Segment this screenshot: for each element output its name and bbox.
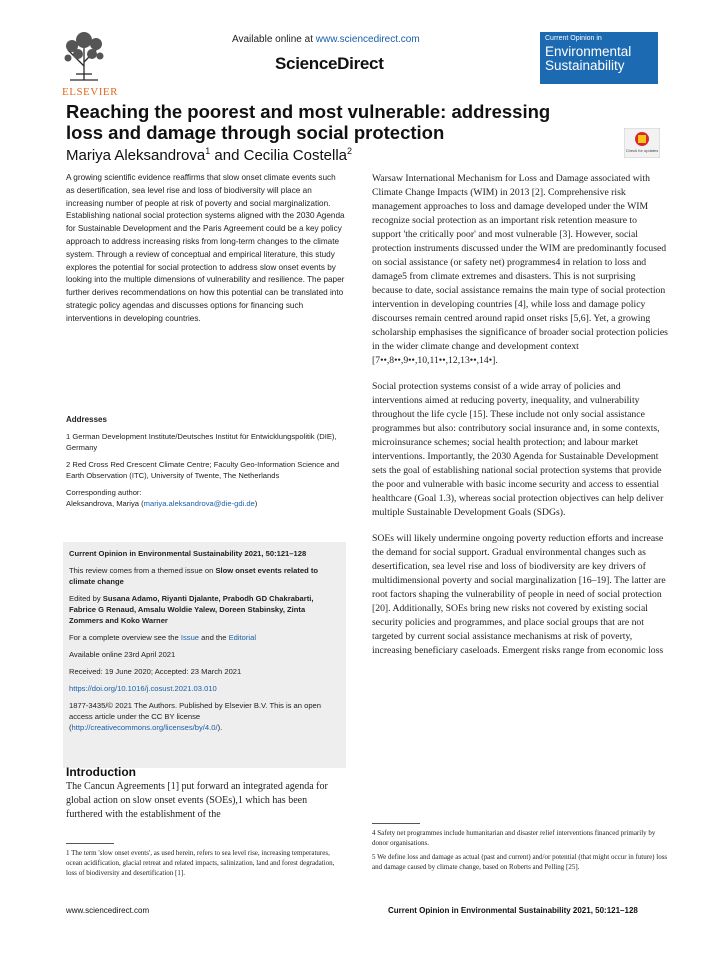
elsevier-tree-logo xyxy=(62,30,106,84)
address-2: 2 Red Cross Red Crescent Climate Centre; Faculty Geo-Information Science and Earth Observation (ITC), University of Twente, The Netherlands xyxy=(66,460,340,480)
paragraph-2: Social protection systems consist of a wide array of policies and interventions aimed at reducing poverty, inequality, and vulnerability throughout the life cycle [15]. These include not only social assistance programmes but also: contributory social insurance and, in some contexts, microinsurance schemes; social health protection; and labour market interventions. Importantly, the 2030 Agenda for Sustainable Development sets the goal of establishing national social protection systems that provide the poor and vulnerable with basic income security and access to essential healthcare (Goal 1.3), whereas social protection objectives can help deliver multiple Sustainable Development Goals (SDGs). xyxy=(372,381,664,518)
available-online: Available online at www.sciencedirect.com xyxy=(232,34,420,45)
overview: For a complete overview see the Issue and the Editorial xyxy=(69,633,257,642)
available-date: Available online 23rd April 2021 xyxy=(69,650,176,659)
svg-text:Check for updates: Check for updates xyxy=(625,148,659,153)
footnote-5: 5 We define loss and damage as actual (past and current) and/or potential (that might occur in future) loss and damage caused by climate change, based on Roberts and Pelling [25]. xyxy=(372,853,668,871)
sciencedirect-wordmark: ScienceDirect xyxy=(275,54,384,73)
author-2: Cecilia Costella xyxy=(243,147,347,164)
sciencedirect-url[interactable]: www.sciencedirect.com xyxy=(315,34,420,45)
paragraph-3: SOEs will likely undermine ongoing poverty reduction efforts and increase the demand for social support. Gradual environmental changes such as desertification, sea level rise and loss of biodiversity are key drivers of multidimensional poverty and social marginalization [16–19]. The latter are root factors shaping the vulnerability of people in need of social protection [20]. Additionally, SOEs bring new risks not covered by existing social security policies and programmes, and place social groups that are not targeted by current social assistance mechanisms at risk of poverty, increasing beneficiary caseloads. Emergent risks range from economic loss xyxy=(372,533,666,656)
author-line: Mariya Aleksandrova$^1$ and Cecilia Costella$^2$ xyxy=(66,146,353,164)
footer-url[interactable]: www.sciencedirect.com xyxy=(66,906,150,915)
citation: Current Opinion in Environmental Sustainability 2021, 50:121–128 xyxy=(69,549,307,558)
introduction-text: The Cancun Agreements [1] put forward an integrated agenda for global action on slow onset events (SOEs),1 which has been furthered with the establishment of the xyxy=(66,781,328,821)
footnote-4: 4 Safety net programmes include humanitarian and disaster relief interventions financed primarily by donor organisations. xyxy=(372,829,656,847)
journal-badge-top: Current Opinion in xyxy=(545,35,602,42)
article-info-box xyxy=(63,542,346,768)
publisher-name: ELSEVIER xyxy=(62,86,118,98)
crossmark-icon[interactable] xyxy=(624,128,660,158)
corresponding-author: Corresponding author: Aleksandrova, Mariya (mariya.aleksandrova@die-gdi.de) xyxy=(66,488,258,508)
themed-issue: This review comes from a themed issue on Slow onset events related to climate change xyxy=(69,566,318,586)
footnote-1: 1 The term 'slow onset events', as used herein, refers to sea level rise, increasing temperatures, ocean acidification, glacial retreat and related impacts, salinization, land and forest degradation, loss of biodiversity and desertification [1]. xyxy=(66,849,335,877)
license: 1877-3435/© 2021 The Authors. Published by Elsevier B.V. This is an open access article under the CC BY license (http://creativecommons.org/licenses/by/4.0/). xyxy=(69,701,321,732)
paragraph-1: Warsaw International Mechanism for Loss and Damage associated with Climate Change Impacts (WIM) in 2013 [2]. Comprehensive risk management approaches to loss and damage developed under the WIM recognize social protection as an important risk retention measure to support 'the critically poor' and most vulnerable [3]. However, social protection instruments discussed under the WIM are predominantly focused on social assistance (or safety net) programmes4 in relation to loss and damage5 from climate extremes and disasters. This is not surprising because to date, social assistance remains the main type of social protection intervention in developing countries [4], while loss and damage policy discourses remain centred around rapid onset risks [5,6]. Yet, a growing scholarship emphasises the significance of broader social protection policies in the wider climate change and development context [7••,8••,9••,10,11••,12,13••,14•]. xyxy=(372,173,668,366)
issue-link[interactable]: Issue xyxy=(180,633,200,642)
journal-badge xyxy=(540,32,658,84)
address-1: 1 German Development Institute/Deutsches Institut für Entwicklungspolitik (DIE), Germany xyxy=(66,432,337,452)
body-right-column xyxy=(372,172,668,670)
editorial-link[interactable]: Editorial xyxy=(228,633,257,642)
footer-citation: Current Opinion in Environmental Sustainability 2021, 50:121–128 xyxy=(388,906,638,915)
footnote-divider-right xyxy=(372,823,420,824)
footnote-divider-left xyxy=(66,843,114,844)
abstract: A growing scientific evidence reaffirms that slow onset climate events such as desertification, sea level rise and loss of biodiversity will place an increasing number of people at risk of poverty and social marginalization. Establishing national social protection systems aligned with the 2030 Agenda for Sustainable Development and the Paris Agreement could be a key policy approach to address increasing risks from long-term changes to the climate system. Through a review of conceptual and empirical literature, this study explores the potential for social protection to address slow onset events by looking into the multiple dimensions of vulnerability and resilience. The paper further derives recommendations on how this potential can be translated into strategic policy agendas and discusses options for financing such interventions in developing countries. xyxy=(66,173,345,323)
journal-badge-title: Environmental Sustainability xyxy=(545,44,632,73)
article-title: Reaching the poorest and most vulnerable: addressing loss and damage through social protection xyxy=(66,101,551,143)
received-date: Received: 19 June 2020; Accepted: 23 March 2021 xyxy=(69,667,242,676)
footnotes-right xyxy=(372,828,668,876)
addresses xyxy=(66,414,346,515)
addresses-heading: Addresses xyxy=(66,415,107,424)
corresponding-email-link[interactable]: mariya.aleksandrova@die-gdi.de xyxy=(143,499,255,508)
doi-link[interactable]: https://doi.org/10.1016/j.cosust.2021.03.010 xyxy=(69,684,217,693)
author-1: Mariya Aleksandrova xyxy=(66,147,206,164)
introduction-heading: Introduction xyxy=(66,765,136,779)
editors: Edited by Susana Adamo, Riyanti Djalante, Prabodh GD Chakrabarti, Fabrice G Renaud, Amsalu Woldie Yalew, Doreen Stabinsky, Zinta Zommers and Koko Warner xyxy=(69,594,314,625)
license-link[interactable]: http://creativecommons.org/licenses/by/4.0/ xyxy=(71,723,218,732)
